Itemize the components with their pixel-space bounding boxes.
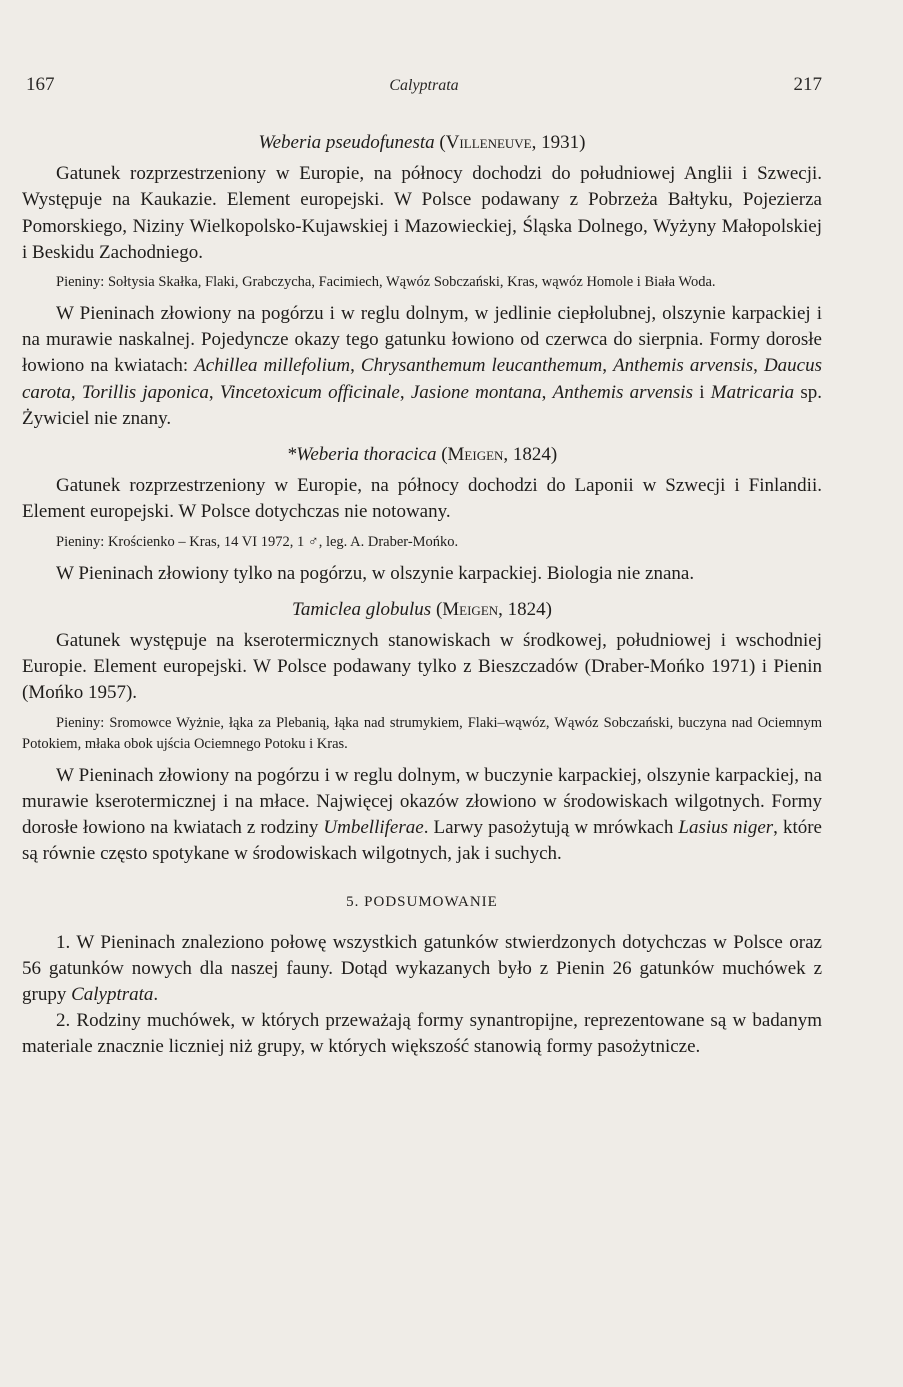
- ecology-text: , które są równie często spotykane w środowiskach wilgotnych, jak i suchych.: [22, 817, 822, 865]
- plant-name: Anthemis arvensis: [613, 355, 754, 377]
- species-name: Tamiclea globulus: [292, 598, 432, 620]
- page-number-left: 167: [26, 74, 55, 95]
- species-locality: Pieniny: Sromowce Wyżnie, łąka za Plebanią, łąka nad strumykiem, Flaki–wąwóz, Wąwóz Sobczański, buczyna nad Ociemnym Potokiem, młaka obok ujścia Ociemnego Potoku i Kras.: [22, 714, 822, 752]
- section-title-summary: 5. PODSUMOWANIE: [346, 894, 498, 911]
- running-title: Calyptrata: [389, 77, 459, 94]
- species-ecology: W Pieninach złowiony tylko na pogórzu, w olszynie karpackiej. Biologia nie znana.: [56, 562, 695, 584]
- plant-name: Jasione montana: [410, 381, 542, 403]
- species-ecology: [22, 763, 822, 868]
- running-header: [26, 74, 822, 100]
- page-number-right: 217: [793, 74, 822, 95]
- plant-name: Vincetoxicum officinale: [219, 381, 400, 403]
- plant-name: Torillis japonica: [81, 381, 209, 403]
- family-name: Umbelliferae: [323, 817, 424, 839]
- species-distribution: Gatunek rozprzestrzeniony w Europie, na północy dochodzi do Laponii w Szwecji i Finlandii. Element europejski. W Polsce dotychczas nie notowany.: [22, 475, 822, 523]
- species-ecology: W Pieninach złowiony na pogórzu i w reglu dolnym, w jedlinie ciepłolubnej, olszynie karpackiej i na murawie naskalnej. Pojedyncze okazy tego gatunku łowiono od czerwca do sierpnia. Formy dorosłe łowiono na kwiatach: Achillea millefolium, Chrysanthemum leucanthemum, Anthemis arvensis, Daucus carota, Torillis japonica, Vincetoxicum officinale, Jasione montana, Anthemis arvensis i Matricaria sp. Żywiciel nie znany.: [22, 303, 823, 429]
- species-locality: Pieniny: Sołtysia Skałka, Flaki, Grabczycha, Facimiech, Wąwóz Sobczański, Kras, wąwóz Homole i Biała Woda.: [56, 274, 716, 291]
- summary-text-end: .: [153, 984, 159, 1006]
- species-heading-weberia-thoracica: [22, 442, 822, 468]
- plant-name: Daucus carota: [22, 355, 823, 403]
- plant-name: Chrysanthemum leucanthemum: [360, 355, 603, 377]
- plant-name: Anthemis arvensis: [552, 381, 693, 403]
- species-author: (Meigen, 1824): [441, 444, 558, 466]
- species-name: Weberia pseudofunesta: [258, 132, 435, 153]
- species-locality: Pieniny: Krościenko – Kras, 14 VI 1972, 1 ♂, leg. A. Draber-Mońko.: [56, 533, 459, 550]
- species-heading-weberia-pseudofunesta: [22, 130, 822, 156]
- species-heading-tamiclea-globulus: [22, 597, 822, 623]
- summary-point-1: [22, 930, 822, 1009]
- ecology-text: W Pieninach złowiony na pogórzu i w reglu dolnym, w jedlinie ciepłolubnej, olszynie karpackiej i na murawie naskalnej. Pojedyncze okazy tego gatunku łowiono od czerwca do sierpnia. Formy dorosłe łowiono na kwiatach:: [22, 303, 822, 377]
- group-name: Calyptrata: [71, 984, 154, 1006]
- plant-name: Achillea millefolium: [194, 355, 351, 377]
- ecology-text-end: sp. Żywiciel nie znany.: [22, 381, 823, 429]
- species-author: (Meigen, 1824): [435, 598, 552, 620]
- plant-name: Matricaria: [710, 381, 795, 403]
- species-distribution: Gatunek występuje na kserotermicznych stanowiskach w środkowej, południowej i wschodniej Europie. Element europejski. W Polsce podawany tylko z Bieszczadów (Draber-Mońko 1971) i Pienin (Mońko 1957).: [22, 630, 822, 704]
- summary-text: 1. W Pieninach znaleziono połowę wszystkich gatunków stwierdzonych dotychczas w Polsce oraz 56 gatunków nowych dla naszej fauny. Dotąd wykazanych było z Pienin 26 gatunków muchówek z grupy: [22, 931, 822, 1006]
- ecology-text: W Pieninach złowiony na pogórzu i w reglu dolnym, w buczynie karpackiej, olszynie karpackiej, na murawie kserotermicznej i na młace. Najwięcej okazów złowiono w środowiskach wilgotnych. Formy dorosłe łowiono na kwiatach z rodziny: [22, 764, 822, 839]
- species-name: *Weberia thoracica: [286, 444, 437, 466]
- ecology-text: . Larwy pasożytują w mrówkach: [423, 817, 679, 839]
- page-body: [22, 124, 822, 1061]
- species-author: (Villeneuve, 1931): [439, 132, 586, 153]
- species-distribution: Gatunek rozprzestrzeniony w Europie, na północy dochodzi do południowej Anglii i Szwecji. Występuje na Kaukazie. Element europejski. W Polsce podawany z Pobrzeża Bałtyku, Pojezierza Pomorskiego, Niziny Wielkopolsko-Kujawskiej i Mazowieckiej, Śląska Dolnego, Wyżyny Małopolskiej i Beskidu Zachodniego.: [22, 163, 822, 263]
- summary-point-2: 2. Rodziny muchówek, w których przeważają formy synantropijne, reprezentowane są w badanym materiale znacznie liczniej niż grupy, w których większość stanowią formy pasożytnicze.: [22, 1010, 822, 1058]
- host-name: Lasius niger: [678, 817, 774, 839]
